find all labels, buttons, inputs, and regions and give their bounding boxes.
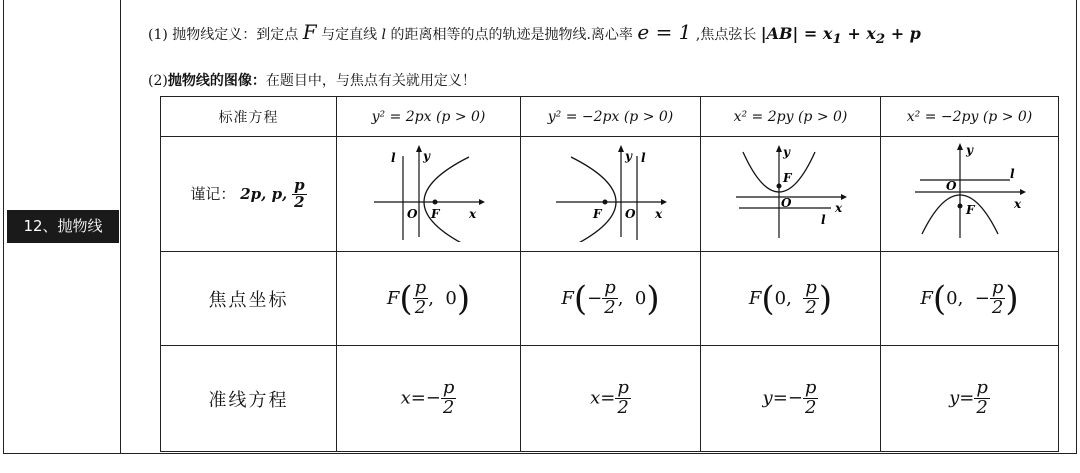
focus-label: 焦点坐标 [161,252,337,346]
def-chord-ab: |AB| = x [760,24,833,43]
graph-heading [148,70,476,90]
rparen: ) [818,278,833,319]
dir-var: x= [590,387,616,409]
header-eq-2: y² = −2px (p > 0) [521,97,701,137]
def-chord-tail: + x [847,24,876,43]
lbl-o: O [780,196,791,210]
focus-2: F(− $\frac{p}{2}$ , 0) [521,252,701,346]
frac-num: p [442,377,455,399]
graph-heading-num: (2) [148,73,168,89]
rparen: ) [456,278,471,319]
lbl-f: F [430,207,440,221]
directrix-1 [337,346,521,452]
directrix-row [161,346,1059,452]
mnemonic-frac-num: p [294,175,305,194]
dir-frac [615,379,631,418]
lbl-f: F [965,203,975,217]
frac-num: p [804,377,817,399]
lbl-l: l [820,213,826,227]
focus-sign: − [587,287,603,309]
frac-num: p [805,277,817,299]
graph-cell-2 [521,137,701,252]
frac-den: 2 [991,297,1004,318]
frac-num: p [976,377,988,399]
def-chord: $|AB| = x_1 + x_2 + p$ [760,24,921,48]
directrix-3 [701,346,881,452]
lbl-y: y [965,143,973,157]
lbl-o: O [406,207,417,221]
mnemonic-label: 谨记： [190,184,236,203]
focus-pre: F [748,287,762,309]
def-mid1: 与定直线 [321,27,378,43]
frac-den: 2 [805,297,817,318]
lbl-l: l [1009,167,1015,181]
lbl-x: x [1013,197,1021,211]
frac-den: 2 [976,397,988,418]
parabola-graph-up [731,142,851,242]
dir-frac [441,379,457,418]
header-row [161,97,1059,137]
left-column [3,0,121,454]
def-eccentricity: e = 1 [637,20,692,44]
graph-heading-rest: 在题目中，与焦点有关就用定义！ [265,73,476,89]
directrix-4 [881,346,1059,452]
lbl-y: y [782,145,790,159]
lbl-y: y [624,149,632,163]
header-eq-1: y² = 2px (p > 0) [337,97,521,137]
definition-line [148,20,921,47]
focus-pre: F [386,287,400,309]
focus-frac [803,279,819,318]
frac-num: p [604,277,616,299]
lbl-o: O [624,207,635,221]
focus-3: F(0, $\frac{p}{2}$ ) [701,252,881,346]
mnemonic-cell [161,137,337,252]
focus-sign: − [974,287,990,309]
dir-sign: − [787,387,803,409]
frac-den: 2 [604,297,616,318]
focus-frac [413,279,429,318]
def-chord-tail2: + p [890,24,921,43]
lbl-y: y [422,149,430,163]
focus-other: 0 [445,287,457,309]
def-focus: F [302,20,317,44]
dir-frac [803,379,819,418]
parabola-table [160,96,1059,452]
def-mid2: 的距离相等的点的轨迹是抛物线.离心率 [390,27,633,43]
parabola-graph-right [369,142,489,242]
section-label: 12、抛物线 [7,210,119,243]
graph-cell-1 [337,137,521,252]
header-eq-3: x² = 2py (p > 0) [701,97,881,137]
dir-var: y= [762,387,788,409]
lbl-l: l [390,151,396,165]
def-mid3: ,焦点弦长 [695,27,757,43]
mnemonic-math: 2p, p, [240,184,288,203]
lbl-f: F [592,207,602,221]
lbl-x: x [654,207,662,221]
lbl-x: x [468,207,476,221]
frac-den: 2 [442,397,455,418]
parabola-graph-left [551,142,671,242]
rparen: ) [1005,278,1019,319]
lbl-o: O [945,179,956,193]
parabola-graph-down [910,142,1030,242]
def-line: l [381,27,387,43]
frac-num: p [617,377,629,399]
frac-num: p [991,277,1004,299]
lbl-x: x [834,201,842,215]
graph-cell-4 [881,137,1059,252]
frac-den: 2 [804,397,817,418]
focus-4: F(0, − $\frac{p}{2}$ ) [881,252,1059,346]
lparen: ( [399,278,413,319]
def-prefix: (1) 抛物线定义：到定点 [148,27,299,43]
header-eq-4: x² = −2py (p > 0) [881,97,1059,137]
graph-heading-bold: 抛物线的图像： [167,73,266,89]
focus-frac [990,279,1006,318]
focus-1: F( $\frac{p}{2}$ , 0) [337,252,521,346]
lparen: ( [932,278,947,319]
lbl-l: l [640,151,646,165]
frac-den: 2 [414,297,427,318]
focus-pre: F [561,287,574,309]
lparen: ( [761,278,775,319]
mnemonic-frac [292,175,307,211]
mnemonic-frac-den: 2 [294,192,305,211]
frac-den: 2 [617,397,629,418]
focus-other: 0 [774,287,787,309]
focus-other: 0 [946,287,958,309]
directrix-2 [521,346,701,452]
dir-frac [974,379,990,418]
dir-var: y= [949,387,975,409]
rparen: ) [646,278,660,319]
graph-row [161,137,1059,252]
focus-other: 0 [634,287,647,309]
frac-num: p [414,277,427,299]
focus-pre: F [920,287,933,309]
lbl-f: F [782,171,792,185]
focus-frac [602,279,618,318]
dir-var: x= [400,387,426,409]
dir-sign: − [425,387,441,409]
directrix-label: 准线方程 [161,346,337,452]
focus-row [161,252,1059,346]
graph-cell-3 [701,137,881,252]
header-standard-equation: 标准方程 [161,97,337,137]
lparen: ( [573,278,588,319]
